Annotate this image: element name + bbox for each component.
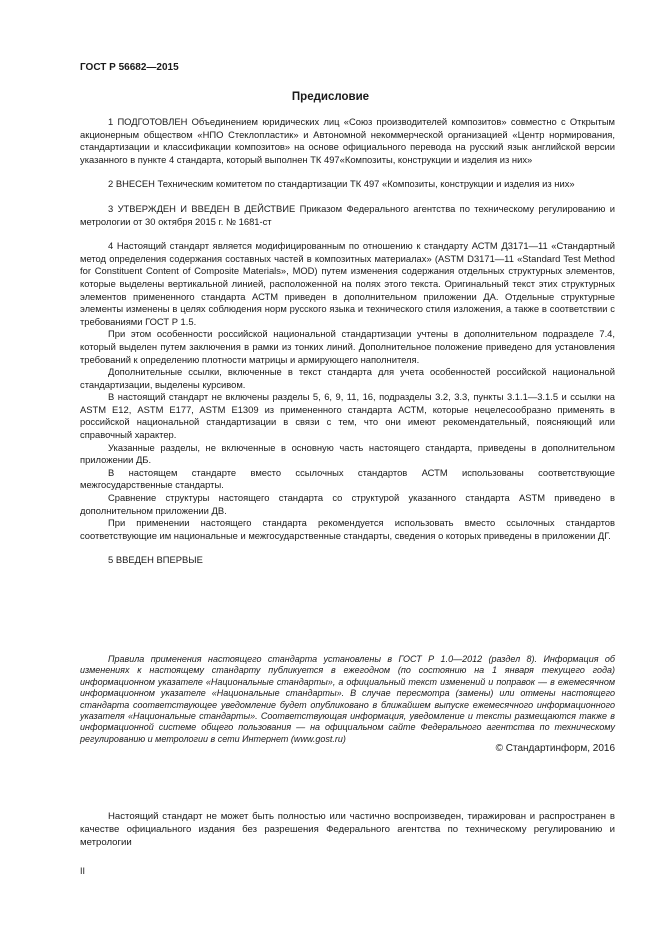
paragraph-4: 4 Настоящий стандарт является модифицированным по отношению к стандарту АСТМ Д3171—11 «Стандартный метод определения содержания составных частей в композитных материалах» (ASTM D3171—11 «Standard Test Method for Constituent Content of Composite Materials», MOD) путем изменения содержания отдельных структурных элементов, которые выделены вертикальной линией, расположенной на полях этого текста. Оригинальный текст этих структурных элементов примененного стандарта АСТМ приведен в дополнительном приложении ДА. Отдельные структурные элементы изменены в целях соблюдения норм русского языка и технического стиля изложения, а также в соответствии с требованиями ГОСТ Р 1.5.	[80, 240, 615, 327]
paragraph-4-note-7: При применении настоящего стандарта рекомендуется использовать вместо ссылочных стандартов соответствующие им национальные и межгосударственные стандарты, сведения о которых приведены в приложении ДГ.	[80, 517, 615, 541]
page-title: Предисловие	[291, 91, 370, 103]
document-header: ГОСТ Р 56682—2015	[80, 62, 179, 73]
paragraph-5: 5 ВВЕДЕН ВПЕРВЫЕ	[108, 554, 203, 566]
paragraph-4-note-6: Сравнение структуры настоящего стандарта со структурой указанного стандарта ASTM приведено в дополнительном приложении ДВ.	[80, 492, 615, 516]
notice-text: Правила применения настоящего стандарта установлены в ГОСТ Р 1.0—2012 (раздел 8). Информация об изменениях к настоящему стандарту публикуется в ежегодном (по состоянию на 1 января текущего года) информационном указателе «Национальные стандарты», а официальный текст изменений и поправок — в ежемесячном информационном указателе «Национальные стандарты». В случае пересмотра (замены) или отмены настоящего стандарта соответствующее уведомление будет опубликовано в ближайшем выпуске ежемесячного информационного указателя «Национальные стандарты». Соответствующая информация, уведомление и тексты размещаются также в информационной системе общего пользования — на официальном сайте Федерального агентства по техническому регулированию и метрологии в сети Интернет (www.gost.ru)	[80, 654, 615, 744]
paragraph-4-note-4: Указанные разделы, не включенные в основную часть настоящего стандарта, приведены в дополнительном приложении ДБ.	[80, 441, 615, 466]
reproduction-text: Настоящий стандарт не может быть полностью или частично воспроизведен, тиражирован и распространен в качестве официального издания без разрешения Федерального агентства по техническому регулированию и метрологии	[80, 811, 615, 848]
paragraph-2: 2 ВНЕСЕН Техническим комитетом по стандартизации ТК 497 «Композиты, конструкции и изделия из них»	[108, 178, 575, 190]
paragraph-4-note-5: В настоящем стандарте вместо ссылочных стандартов АСТМ использованы соответствующие межгосударственные стандарты.	[80, 466, 615, 491]
paragraph-1: 1 ПОДГОТОВЛЕН Объединением юридических лиц «Союз производителей композитов» совместно с Открытым акционерным обществом «НПО Стеклопластик» и Автономной некоммерческой организацией «Центр нормирования, стандартизации и классификации композитов» на основе официального перевода на русский язык английской версии указанного в пункте 4 стандарта, который выполнен ТК 497«Композиты, конструкции и изделия из них»	[80, 116, 615, 165]
paragraph-4-note-3: В настоящий стандарт не включены разделы 5, 6, 9, 11, 16, подразделы 3.2, 3.3, пункты 3.1.1—3.1.5 и ссылки на ASTM Е12, ASTM E177, ASTM E1309 из примененного стандарта АСТМ, которые нецелесообразно применять в российской национальной стандартизации в связи с тем, что они имеют рекомендательный, поясняющий или справочный характер.	[80, 391, 615, 441]
page-number: II	[80, 866, 86, 876]
paragraph-3: 3 УТВЕРЖДЕН И ВВЕДЕН В ДЕЙСТВИЕ Приказом Федерального агентства по техническому регулированию и метрологии от 30 октября 2015 г. № 1681-ст	[80, 202, 615, 227]
paragraph-4-note-2: Дополнительные ссылки, включенные в текст стандарта для учета особенностей российской национальной стандартизации, выделены курсивом.	[80, 366, 615, 390]
paragraph-4-note-1: При этом особенности российской национальной стандартизации учтены в дополнительном подразделе 7.4, который выделен путем заключения в рамки из тонких линий. Дополнительное положение приведено для установления требований к определению плотности матрицы и армирующего наполнителя.	[80, 328, 615, 365]
publication-notice	[80, 654, 615, 745]
reproduction-notice	[80, 810, 615, 849]
foreword-body	[80, 116, 615, 567]
copyright-line: © Стандартинформ, 2016	[495, 743, 615, 754]
